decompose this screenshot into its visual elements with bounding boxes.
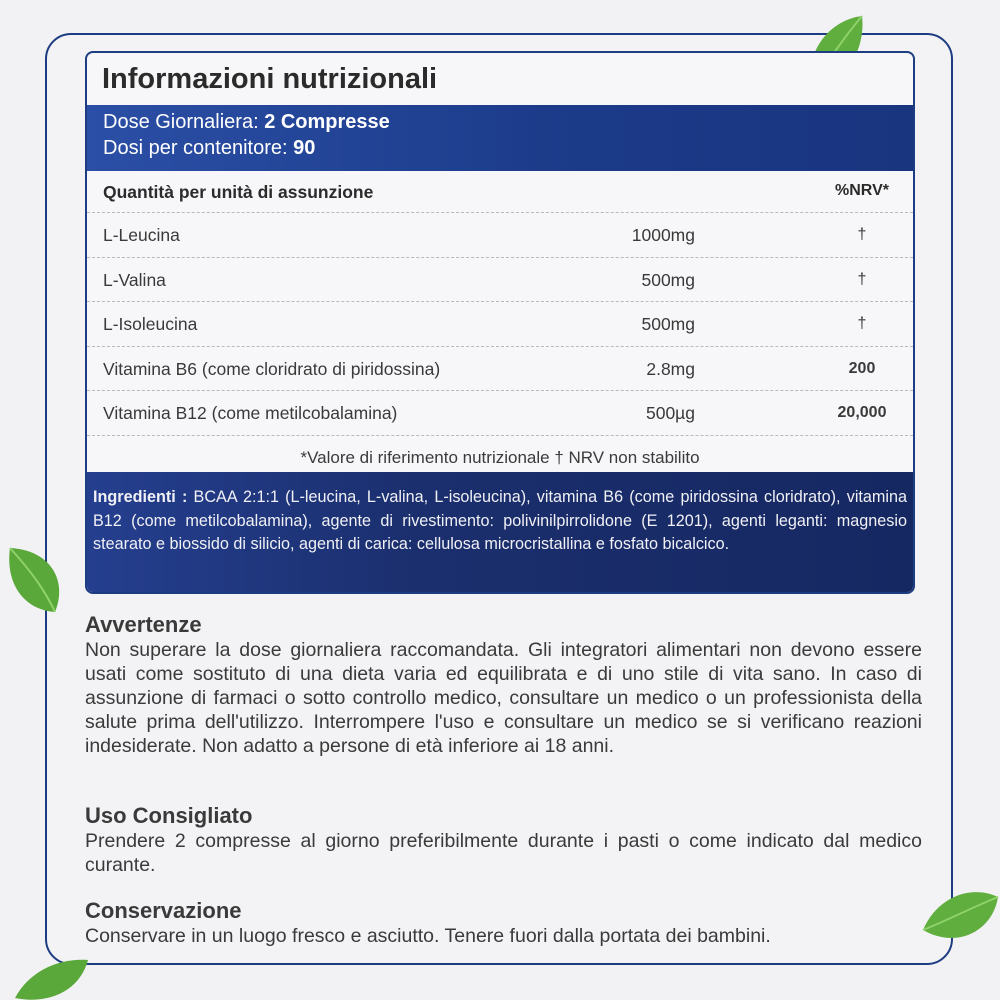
storage-title: Conservazione xyxy=(85,898,242,923)
leaf-icon xyxy=(0,540,70,620)
header-quantity: Quantità per unità di assunzione xyxy=(103,182,374,202)
nutrition-panel xyxy=(85,51,915,594)
storage-section xyxy=(85,898,922,948)
leaf-icon xyxy=(10,950,90,1000)
header-nrv: %NRV* xyxy=(835,182,889,199)
table-row: Vitamina B6 (come cloridrato di piridossina) 2.8mg 200 xyxy=(87,347,913,392)
table-row: Vitamina B12 (come metilcobalamina) 500µg 20,000 xyxy=(87,391,913,436)
servings-per-container: Dosi per contenitore: 90 xyxy=(103,137,316,159)
daily-dose: Dose Giornaliera: 2 Compresse xyxy=(103,111,390,133)
usage-title: Uso Consigliato xyxy=(85,803,253,828)
panel-title: Informazioni nutrizionali xyxy=(102,63,438,95)
table-row: L-Isoleucina 500mg † xyxy=(87,302,913,347)
nutrition-table xyxy=(87,171,913,479)
ingredients-text: BCAA 2:1:1 (L-leucina, L-valina, L-isoleucina), vitamina B6 (come piridossina cloridrato), vitamina B12 (come metilcobalamina), agente di rivestimento: polivinilpirrolidone (E 1201), agenti leganti: magnesio stearato e biossido di silicio, agenti di carica: cellulosa microcristallina e fosfato bicalcico. xyxy=(93,488,908,553)
warnings-section xyxy=(85,612,922,758)
usage-text: Prendere 2 compresse al giorno preferibilmente durante i pasti o come indicato dal medico curante. xyxy=(85,830,922,876)
storage-text: Conservare in un luogo fresco e asciutto. Tenere fuori dalla portata dei bambini. xyxy=(85,925,771,947)
usage-section xyxy=(85,803,922,877)
table-row: L-Valina 500mg † xyxy=(87,258,913,303)
warnings-title: Avvertenze xyxy=(85,612,202,637)
dose-box xyxy=(87,105,913,171)
table-header xyxy=(87,171,913,213)
ingredients-box xyxy=(87,472,913,592)
leaf-icon xyxy=(918,885,1000,955)
table-row: L-Leucina 1000mg † xyxy=(87,213,913,258)
ingredients-label: Ingredienti : xyxy=(93,488,194,506)
warnings-text: Non superare la dose giornaliera raccomandata. Gli integratori alimentari non devono essere usati come sostituto di una dieta varia ed equilibrata e di uno stile di vita sano. In caso di assunzione di farmaci o sotto controllo medico, consultare un medico o un professionista della salute prima dell'utilizzo. Interrompere l'uso e consultare un medico se si verificano reazioni indesiderate. Non adatto a persone di età inferiore ai 18 anni. xyxy=(85,639,922,757)
nrv-footnote: *Valore di riferimento nutrizionale † NRV non stabilito xyxy=(300,447,700,467)
